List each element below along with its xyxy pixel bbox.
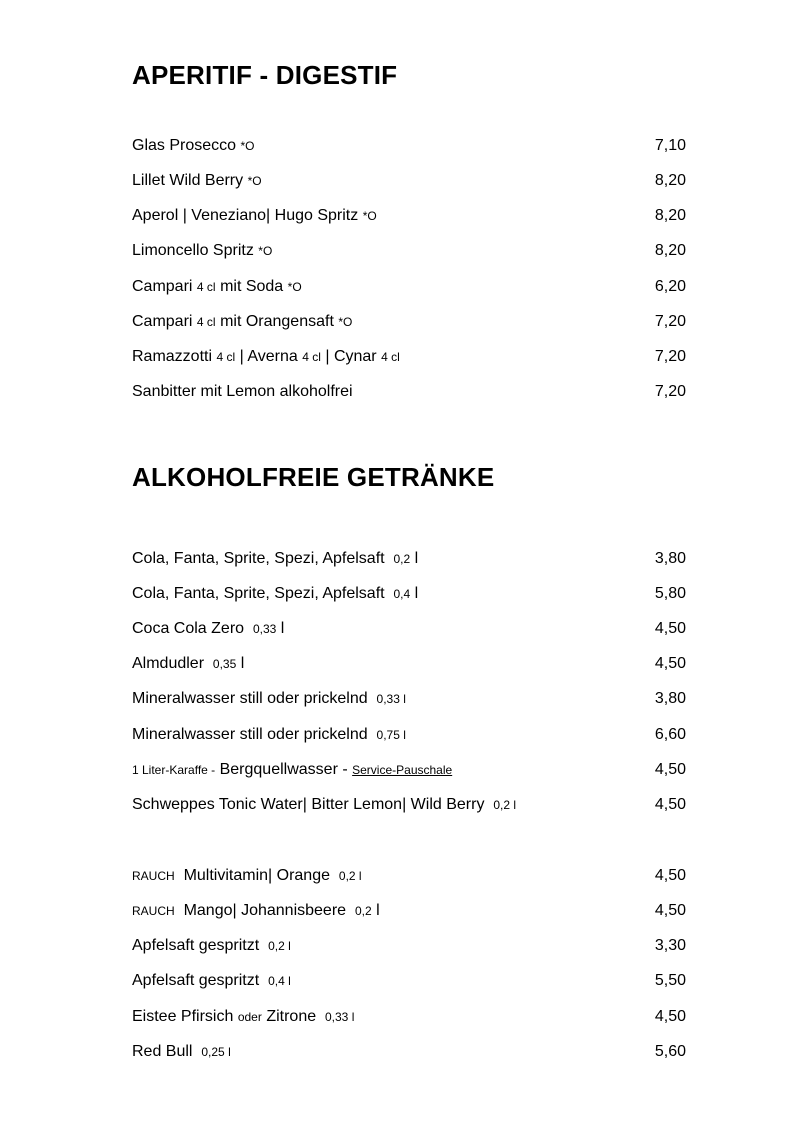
item-name: Limoncello Spritz (132, 242, 254, 259)
item-size: 0,33 (252, 622, 277, 636)
item-name: Mineralwasser still oder prickelnd (132, 690, 368, 707)
item-name-cont: Zitrone (266, 1008, 317, 1025)
item-price: 7,20 (654, 348, 686, 365)
menu-item (132, 311, 686, 333)
menu-item (132, 346, 686, 368)
item-name: Campari (132, 278, 193, 295)
menu-item (132, 381, 686, 403)
item-price: 4,50 (654, 761, 686, 778)
item-name: Mango| Johannisbeere (183, 902, 347, 919)
item-size: 0,2 l (493, 798, 517, 812)
item-price: 7,10 (654, 137, 686, 154)
item-size: 0,4 l (268, 974, 291, 988)
item-size: 0,35 (212, 657, 237, 671)
item-note: *O (287, 280, 302, 294)
item-price: 3,80 (654, 690, 686, 707)
item-price: 4,50 (654, 796, 686, 813)
menu-item (132, 970, 686, 992)
menu-item (132, 548, 686, 570)
item-name: Apfelsaft gespritzt (132, 937, 260, 954)
item-price: 3,30 (654, 937, 686, 954)
item-name: Cola, Fanta, Sprite, Spezi, Apfelsaft (132, 550, 385, 567)
menu-item (132, 653, 686, 675)
menu-item (132, 276, 686, 298)
section-title-alkoholfrei: ALKOHOLFREIE GETRÄNKE (132, 462, 495, 492)
item-unit: l (240, 655, 245, 672)
menu-item (132, 170, 686, 192)
item-brand: RAUCH (132, 869, 175, 883)
item-name: Almdudler (132, 655, 205, 672)
menu-item (132, 135, 686, 157)
item-name: Glas Prosecco (132, 137, 237, 154)
menu-item (132, 240, 686, 262)
item-name-cont: | Cynar (325, 348, 377, 365)
item-size: 0,2 (393, 552, 411, 566)
item-name: Mineralwasser still oder prickelnd (132, 726, 368, 743)
item-note: *O (247, 174, 262, 188)
menu-item (132, 618, 686, 640)
item-name: Aperol | Veneziano| Hugo Spritz (132, 207, 359, 224)
item-note: *O (338, 315, 353, 329)
item-prefix: 1 Liter-Karaffe - (132, 763, 216, 777)
item-size: 0,33 l (376, 692, 406, 706)
item-unit: l (376, 902, 380, 919)
item-price: 7,20 (654, 313, 686, 330)
item-size: 0,75 l (376, 728, 406, 742)
item-unit: l (414, 585, 419, 602)
item-name: Bergquellwasser - (219, 761, 348, 778)
menu-item (132, 724, 686, 746)
menu-item (132, 759, 686, 781)
item-note: *O (240, 139, 255, 153)
item-price: 4,50 (654, 655, 686, 672)
item-price: 4,50 (654, 620, 686, 637)
item-size: 0,2 l (338, 869, 362, 883)
item-note: *O (362, 209, 377, 223)
item-name: Coca Cola Zero (132, 620, 245, 637)
item-price: 4,50 (654, 902, 686, 919)
item-price: 6,20 (654, 278, 686, 295)
item-name-cont: mit Soda (220, 278, 284, 295)
item-price: 8,20 (654, 207, 686, 224)
item-price: 6,60 (654, 726, 686, 743)
item-name: Eistee Pfirsich (132, 1008, 234, 1025)
item-price: 5,80 (654, 585, 686, 602)
item-name: Cola, Fanta, Sprite, Spezi, Apfelsaft (132, 585, 385, 602)
item-size: 0,2 l (268, 939, 291, 953)
service-charge-label: Service-Pauschale (352, 763, 453, 777)
item-conjunction: oder (237, 1010, 262, 1024)
item-name: Ramazzotti (132, 348, 213, 365)
item-name: Lillet Wild Berry (132, 172, 244, 189)
item-price: 5,50 (654, 972, 686, 989)
item-unit: l (280, 620, 285, 637)
item-price: 7,20 (654, 383, 686, 400)
item-price: 8,20 (654, 172, 686, 189)
item-name: Sanbitter mit Lemon alkoholfrei (132, 383, 353, 400)
item-name: Red Bull (132, 1043, 193, 1060)
menu-item (132, 935, 686, 957)
menu-item (132, 900, 686, 922)
menu-item (132, 1041, 686, 1063)
item-brand: RAUCH (132, 904, 175, 918)
item-size: 0,2 (354, 904, 372, 918)
item-price: 3,80 (654, 550, 686, 567)
item-size: 4 cl (196, 315, 216, 329)
menu-item (132, 583, 686, 605)
item-name-cont: mit Orangensaft (220, 313, 334, 330)
item-price: 4,50 (654, 867, 686, 884)
item-price: 4,50 (654, 1008, 686, 1025)
item-note: *O (258, 244, 273, 258)
item-name: Multivitamin| Orange (183, 867, 330, 884)
item-price: 8,20 (654, 242, 686, 259)
item-size: 0,33 l (325, 1010, 355, 1024)
section-title-aperitif: APERITIF - DIGESTIF (132, 60, 398, 90)
item-size: 0,4 (393, 587, 411, 601)
menu-item (132, 688, 686, 710)
menu-item (132, 794, 686, 816)
menu-item (132, 865, 686, 887)
item-name-cont: | Averna (239, 348, 298, 365)
item-name: Campari (132, 313, 193, 330)
item-name: Apfelsaft gespritzt (132, 972, 260, 989)
item-size: 4 cl (302, 350, 321, 364)
item-size: 4 cl (196, 280, 216, 294)
item-price: 5,60 (654, 1043, 686, 1060)
item-size: 4 cl (216, 350, 236, 364)
menu-item (132, 205, 686, 227)
item-unit: l (414, 550, 419, 567)
menu-item (132, 1006, 686, 1028)
item-name: Schweppes Tonic Water| Bitter Lemon| Wild Berry (132, 796, 485, 813)
item-size: 4 cl (381, 350, 400, 364)
item-size: 0,25 l (201, 1045, 231, 1059)
